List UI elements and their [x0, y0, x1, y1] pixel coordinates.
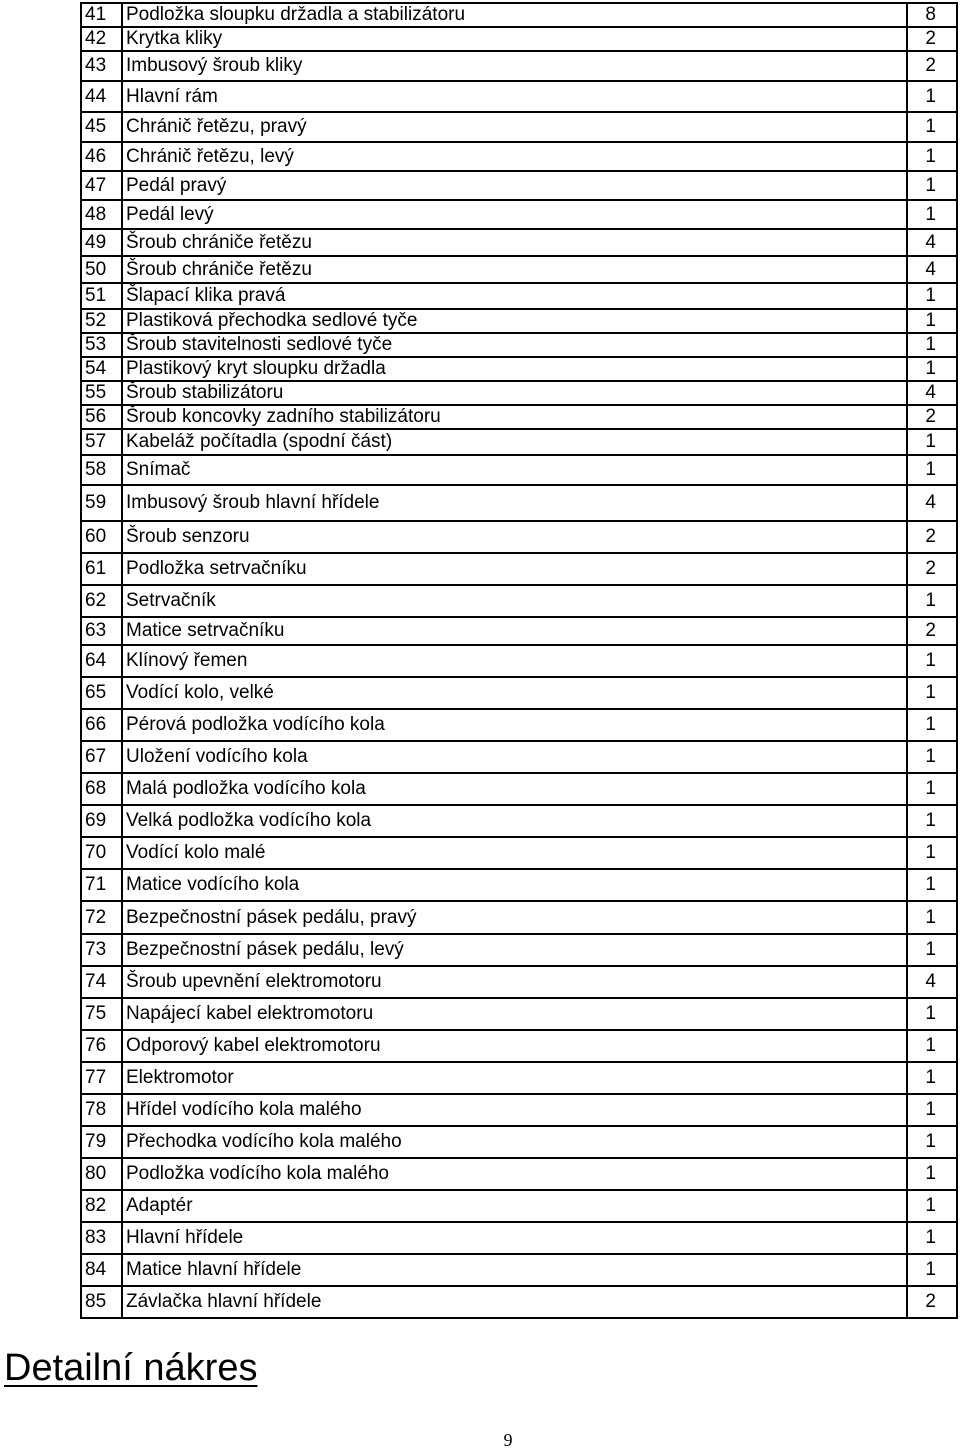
part-name-cell: Chránič řetězu, levý — [122, 142, 907, 171]
part-quantity-cell: 1 — [907, 455, 957, 485]
table-row — [81, 585, 957, 617]
part-name-cell: Podložka vodícího kola malého — [122, 1158, 907, 1190]
table-row — [81, 283, 957, 309]
part-quantity-cell: 1 — [907, 283, 957, 309]
page-number: 9 — [503, 1430, 513, 1450]
part-number-cell: 66 — [81, 709, 122, 741]
part-number-cell: 69 — [81, 805, 122, 837]
part-quantity-cell: 2 — [907, 1286, 957, 1318]
part-number-cell: 44 — [81, 81, 122, 112]
table-row — [81, 837, 957, 869]
part-number-cell: 45 — [81, 112, 122, 142]
part-name-cell: Pérová podložka vodícího kola — [122, 709, 907, 741]
part-name-cell: Malá podložka vodícího kola — [122, 773, 907, 805]
table-row — [81, 381, 957, 405]
part-quantity-cell: 2 — [907, 617, 957, 645]
part-number-cell: 59 — [81, 485, 122, 521]
part-number-cell: 77 — [81, 1062, 122, 1094]
part-name-cell: Klínový řemen — [122, 645, 907, 677]
part-quantity-cell: 4 — [907, 485, 957, 521]
table-row — [81, 485, 957, 521]
table-row — [81, 1190, 957, 1222]
part-name-cell: Přechodka vodícího kola malého — [122, 1126, 907, 1158]
part-number-cell: 62 — [81, 585, 122, 617]
part-name-cell: Kabeláž počítadla (spodní část) — [122, 429, 907, 455]
table-row — [81, 112, 957, 142]
table-row — [81, 1158, 957, 1190]
part-number-cell: 71 — [81, 869, 122, 901]
parts-table-body — [81, 3, 957, 1318]
table-row — [81, 200, 957, 229]
part-quantity-cell: 1 — [907, 998, 957, 1030]
part-quantity-cell: 2 — [907, 27, 957, 51]
part-number-cell: 63 — [81, 617, 122, 645]
part-quantity-cell: 4 — [907, 229, 957, 256]
part-name-cell: Vodící kolo, velké — [122, 677, 907, 709]
part-name-cell: Šroub chrániče řetězu — [122, 256, 907, 283]
table-row — [81, 1094, 957, 1126]
part-name-cell: Hřídel vodícího kola malého — [122, 1094, 907, 1126]
part-number-cell: 80 — [81, 1158, 122, 1190]
table-row — [81, 333, 957, 357]
part-name-cell: Pedál levý — [122, 200, 907, 229]
table-row — [81, 709, 957, 741]
table-row — [81, 1222, 957, 1254]
table-row — [81, 617, 957, 645]
section-title: Detailní nákres — [4, 1347, 258, 1389]
part-number-cell: 73 — [81, 934, 122, 966]
part-quantity-cell: 1 — [907, 171, 957, 200]
part-name-cell: Elektromotor — [122, 1062, 907, 1094]
part-quantity-cell: 1 — [907, 357, 957, 381]
table-row — [81, 429, 957, 455]
part-number-cell: 49 — [81, 229, 122, 256]
part-quantity-cell: 1 — [907, 1158, 957, 1190]
part-quantity-cell: 2 — [907, 553, 957, 585]
part-quantity-cell: 1 — [907, 934, 957, 966]
part-quantity-cell: 1 — [907, 1222, 957, 1254]
table-row — [81, 773, 957, 805]
part-name-cell: Podložka setrvačníku — [122, 553, 907, 585]
part-quantity-cell: 1 — [907, 142, 957, 171]
part-number-cell: 84 — [81, 1254, 122, 1286]
part-name-cell: Bezpečnostní pásek pedálu, pravý — [122, 901, 907, 934]
table-row — [81, 1254, 957, 1286]
part-name-cell: Imbusový šroub hlavní hřídele — [122, 485, 907, 521]
part-number-cell: 85 — [81, 1286, 122, 1318]
part-number-cell: 67 — [81, 741, 122, 773]
part-quantity-cell: 1 — [907, 773, 957, 805]
part-quantity-cell: 1 — [907, 333, 957, 357]
part-quantity-cell: 8 — [907, 3, 957, 27]
part-number-cell: 72 — [81, 901, 122, 934]
table-row — [81, 357, 957, 381]
part-name-cell: Imbusový šroub kliky — [122, 51, 907, 81]
part-number-cell: 52 — [81, 309, 122, 333]
part-number-cell: 60 — [81, 521, 122, 553]
table-row — [81, 998, 957, 1030]
part-name-cell: Šroub senzoru — [122, 521, 907, 553]
table-row — [81, 805, 957, 837]
part-number-cell: 58 — [81, 455, 122, 485]
table-row — [81, 553, 957, 585]
part-name-cell: Napájecí kabel elektromotoru — [122, 998, 907, 1030]
part-quantity-cell: 1 — [907, 200, 957, 229]
part-quantity-cell: 1 — [907, 869, 957, 901]
part-number-cell: 54 — [81, 357, 122, 381]
part-number-cell: 79 — [81, 1126, 122, 1158]
part-name-cell: Bezpečnostní pásek pedálu, levý — [122, 934, 907, 966]
part-name-cell: Podložka sloupku držadla a stabilizátoru — [122, 3, 907, 27]
part-name-cell: Plastiková přechodka sedlové tyče — [122, 309, 907, 333]
table-row — [81, 934, 957, 966]
part-number-cell: 83 — [81, 1222, 122, 1254]
table-row — [81, 677, 957, 709]
part-quantity-cell: 2 — [907, 521, 957, 553]
part-number-cell: 50 — [81, 256, 122, 283]
table-row — [81, 171, 957, 200]
part-name-cell: Šlapací klika pravá — [122, 283, 907, 309]
part-number-cell: 74 — [81, 966, 122, 998]
parts-table — [80, 2, 958, 1319]
table-row — [81, 256, 957, 283]
part-number-cell: 68 — [81, 773, 122, 805]
part-name-cell: Velká podložka vodícího kola — [122, 805, 907, 837]
part-quantity-cell: 1 — [907, 1126, 957, 1158]
part-name-cell: Šroub chrániče řetězu — [122, 229, 907, 256]
part-number-cell: 46 — [81, 142, 122, 171]
part-quantity-cell: 1 — [907, 1030, 957, 1062]
part-name-cell: Matice setrvačníku — [122, 617, 907, 645]
part-quantity-cell: 1 — [907, 901, 957, 934]
part-number-cell: 61 — [81, 553, 122, 585]
table-row — [81, 229, 957, 256]
table-row — [81, 966, 957, 998]
part-name-cell: Vodící kolo malé — [122, 837, 907, 869]
part-number-cell: 82 — [81, 1190, 122, 1222]
part-number-cell: 75 — [81, 998, 122, 1030]
part-name-cell: Matice hlavní hřídele — [122, 1254, 907, 1286]
table-row — [81, 27, 957, 51]
part-quantity-cell: 1 — [907, 677, 957, 709]
part-name-cell: Krytka kliky — [122, 27, 907, 51]
part-name-cell: Závlačka hlavní hřídele — [122, 1286, 907, 1318]
part-name-cell: Pedál pravý — [122, 171, 907, 200]
part-number-cell: 57 — [81, 429, 122, 455]
part-number-cell: 41 — [81, 3, 122, 27]
part-number-cell: 47 — [81, 171, 122, 200]
table-row — [81, 1062, 957, 1094]
part-name-cell: Adaptér — [122, 1190, 907, 1222]
table-row — [81, 1030, 957, 1062]
part-quantity-cell: 1 — [907, 709, 957, 741]
part-name-cell: Plastikový kryt sloupku držadla — [122, 357, 907, 381]
part-quantity-cell: 1 — [907, 1254, 957, 1286]
part-quantity-cell: 2 — [907, 51, 957, 81]
part-name-cell: Šroub stavitelnosti sedlové tyče — [122, 333, 907, 357]
part-name-cell: Šroub upevnění elektromotoru — [122, 966, 907, 998]
part-name-cell: Šroub koncovky zadního stabilizátoru — [122, 405, 907, 429]
table-row — [81, 869, 957, 901]
part-name-cell: Šroub stabilizátoru — [122, 381, 907, 405]
part-quantity-cell: 1 — [907, 645, 957, 677]
part-number-cell: 43 — [81, 51, 122, 81]
table-row — [81, 51, 957, 81]
table-row — [81, 741, 957, 773]
part-number-cell: 48 — [81, 200, 122, 229]
table-row — [81, 645, 957, 677]
part-quantity-cell: 1 — [907, 1094, 957, 1126]
part-quantity-cell: 1 — [907, 1190, 957, 1222]
part-name-cell: Hlavní rám — [122, 81, 907, 112]
part-name-cell: Odporový kabel elektromotoru — [122, 1030, 907, 1062]
part-number-cell: 51 — [81, 283, 122, 309]
table-row — [81, 521, 957, 553]
part-quantity-cell: 1 — [907, 837, 957, 869]
part-quantity-cell: 4 — [907, 381, 957, 405]
part-quantity-cell: 4 — [907, 256, 957, 283]
table-row — [81, 309, 957, 333]
part-name-cell: Setrvačník — [122, 585, 907, 617]
table-row — [81, 455, 957, 485]
part-number-cell: 70 — [81, 837, 122, 869]
part-name-cell: Hlavní hřídele — [122, 1222, 907, 1254]
part-number-cell: 42 — [81, 27, 122, 51]
part-quantity-cell: 4 — [907, 966, 957, 998]
table-row — [81, 3, 957, 27]
table-row — [81, 405, 957, 429]
table-row — [81, 142, 957, 171]
part-quantity-cell: 1 — [907, 429, 957, 455]
part-number-cell: 78 — [81, 1094, 122, 1126]
part-quantity-cell: 1 — [907, 585, 957, 617]
table-row — [81, 1126, 957, 1158]
part-number-cell: 76 — [81, 1030, 122, 1062]
part-quantity-cell: 1 — [907, 81, 957, 112]
part-number-cell: 65 — [81, 677, 122, 709]
part-name-cell: Chránič řetězu, pravý — [122, 112, 907, 142]
part-name-cell: Snímač — [122, 455, 907, 485]
table-row — [81, 1286, 957, 1318]
part-quantity-cell: 1 — [907, 805, 957, 837]
table-row — [81, 81, 957, 112]
part-quantity-cell: 1 — [907, 309, 957, 333]
part-name-cell: Matice vodícího kola — [122, 869, 907, 901]
part-name-cell: Uložení vodícího kola — [122, 741, 907, 773]
part-number-cell: 56 — [81, 405, 122, 429]
part-quantity-cell: 1 — [907, 1062, 957, 1094]
part-quantity-cell: 2 — [907, 405, 957, 429]
part-number-cell: 53 — [81, 333, 122, 357]
part-quantity-cell: 1 — [907, 112, 957, 142]
part-quantity-cell: 1 — [907, 741, 957, 773]
part-number-cell: 64 — [81, 645, 122, 677]
table-row — [81, 901, 957, 934]
part-number-cell: 55 — [81, 381, 122, 405]
